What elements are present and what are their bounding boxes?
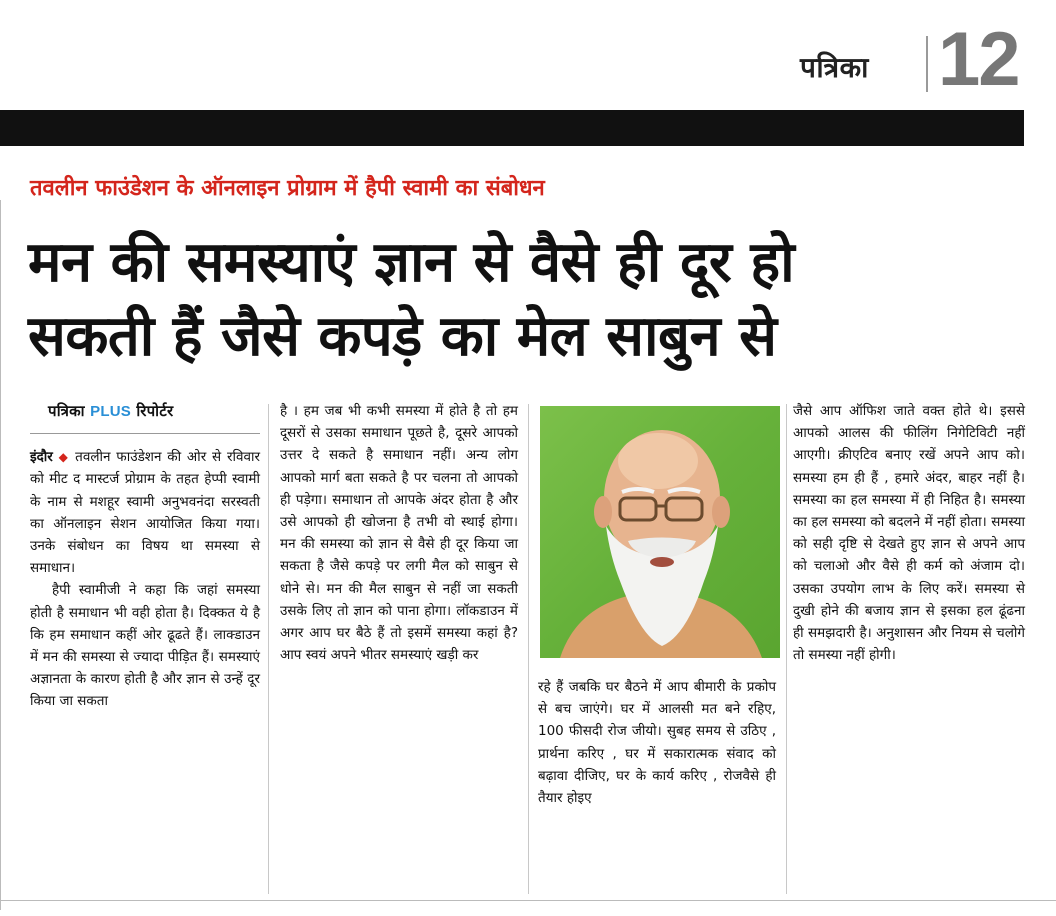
byline-prefix: पत्रिका (48, 402, 85, 420)
article-column-2 (280, 400, 518, 666)
swami-portrait-icon (540, 406, 780, 658)
byline (48, 400, 260, 423)
headline-line-1: मन की समस्याएं ज्ञान से वैसे ही दूर हो (28, 230, 795, 295)
bottom-rule (0, 900, 1056, 901)
paragraph-1-text: तवलीन फाउंडेशन की ओर से रविवार को मीट द मास्टर्ज प्रोग्राम के तहत हेप्पी स्वामी के नाम से मशहूर स्वामी अनुभवनंदा सरस्वती का ऑनलाइन सेशन आयोजित किया गया। उनके संबोधन का विषय था समस्या से समाधान। (30, 449, 261, 577)
article-column-1 (30, 400, 260, 713)
column-divider (528, 404, 529, 894)
paragraph-1 (30, 446, 260, 579)
headline-line-2: सकती हैं जैसे कपड़े का मेल साबुन से (28, 304, 777, 369)
column-3-text: रहे हैं जबकि घर बैठने में आप बीमारी के प्रकोप से बच जाएंगे। घर में आलसी मत बने रहिए, 100 फीसदी रोज जीयो। सुबह समय से उठिए , प्रार्थना करिए , घर में सकारात्मक संवाद को बढ़ावा दीजिए, घर के कार्य करिए , रोजवैसे ही तैयार होइए (538, 679, 776, 807)
byline-plus: PLUS (90, 403, 131, 420)
speaker-photo (540, 406, 780, 658)
page-number: 12 (938, 17, 1019, 102)
column-2-text: है । हम जब भी कभी समस्या में होते है तो हम दूसरों से उसका समाधान पूछते है, दूसरे आपको उत्तर दे सकते है समाधान नहीं। अन्य लोग आपको मार्ग बता सकते है पर चलना तो आपको ही पड़ेगा। समाधान तो आपके अंदर होता है और उसे आपको ही खोजना है तभी वो स्थाई होगा। मन की समस्या को ज्ञान से वैसे ही दूर किया जा सकता है जैसे कपड़े पर लगी मैल को साबुन से धोने से। मन की मैल साबुन से नहीं जा सकती उसके लिए तो ज्ञान को पाना होगा। लॉकडाउन में अगर आप घर बैठे हैं तो इसमें समस्या कहां है? आप स्वयं अपने भीतर समस्याएं खड़ी कर (280, 403, 518, 664)
column-divider (786, 404, 787, 894)
left-edge-rule (0, 200, 5, 910)
article-column-3 (538, 676, 776, 809)
paragraph-2: हैपी स्वामीजी ने कहा कि जहां समस्या होती है समाधान भी वही होता है। दिक्कत ये है कि हम समाधान कहीं ओर ढूढते हैं। लाक्डाउन में मन की समस्या से ज्यादा पीड़ित हैं। समस्याएं अज्ञानता के कारण होती है और ज्ञान से उन्हें दूर किया जा सकता (30, 582, 260, 710)
column-divider (268, 404, 269, 894)
top-black-rule (0, 110, 1024, 146)
dateline: इंदौर (30, 449, 53, 466)
masthead-divider (926, 36, 928, 92)
article-headline (28, 226, 1028, 374)
article-kicker: तवलीन फाउंडेशन के ऑनलाइन प्रोग्राम में हैपी स्वामी का संबोधन (30, 176, 545, 201)
article-column-4 (793, 400, 1025, 666)
red-diamond-icon: ◆ (58, 450, 70, 465)
byline-suffix: रिपोर्टर (136, 402, 174, 420)
column-4-text: जैसे आप ऑफिश जाते वक्त होते थे। इससे आपको आलस की फीलिंग निगेटिविटी नहीं आएगी। क्रीएटिव बनाए रखें अपने आप को। समस्या हम ही हैं , हमारे अंदर, बाहर नहीं है। समस्या का हल समस्या में ही निहित है। समस्या का हल समस्या को बदलने में नहीं होता। समस्या को सही दृष्टि से देखते हुए ज्ञान से अपने आप को चलाओ और वैसे ही कर्म को अंजाम दो। उसका उपयोग लाभ के लिए करें। समस्या से दुखी होने की बजाय ज्ञान से इसका हल ढूंढना ही समझदारी है। अनुशासन और नियम से चलोगे तो समस्या नहीं होगी। (793, 403, 1025, 664)
masthead-name: पत्रिका (800, 51, 869, 84)
byline-rule (30, 433, 260, 434)
